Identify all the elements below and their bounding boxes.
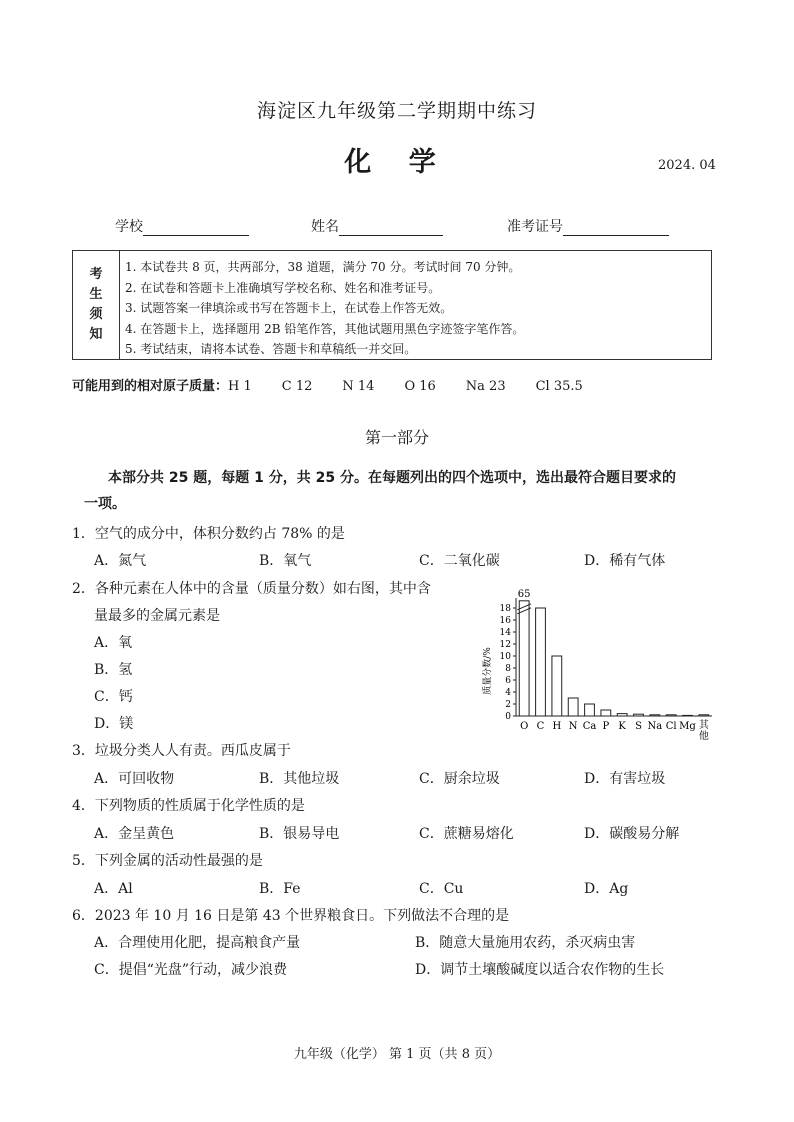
section-intro: 本部分共 25 题，每题 1 分，共 25 分。在每题列出的四个选项中，选出最符合题目要求的 一项。	[84, 470, 676, 512]
exam-title: 海淀区九年级第二学期期中练习	[256, 100, 537, 122]
question-2-stem: 2．各种元素在人体中的含量（质量分数）如右图，其中含	[72, 581, 431, 597]
chart-bar	[601, 710, 611, 716]
question-6-stem: 6．2023 年 10 月 16 日是第 43 个世界粮食日。下列做法不合理的是	[72, 908, 510, 924]
school-blank	[143, 221, 249, 236]
chart-x-tick-label: C	[536, 721, 545, 732]
chart-x-tick-label: Mg	[679, 721, 696, 732]
q1-option-a: A．氮气	[94, 553, 147, 569]
chart-bar	[536, 608, 546, 716]
q6-option-d: D．调节土壤酸碱度以适合农作物的生长	[415, 962, 665, 978]
q4-option-a: A．金呈黄色	[94, 826, 175, 842]
q1-option-c: C．二氧化碳	[419, 553, 500, 569]
chart-x-tick-label: O	[520, 721, 529, 732]
chart-x-tick-label: 他	[698, 731, 709, 742]
chart-x-tick-label: N	[568, 721, 578, 732]
chart-bar	[699, 715, 709, 716]
question-1-stem: 1．空气的成分中，体积分数约占 78% 的是	[72, 526, 345, 542]
notice-item: 3. 试题答案一律填涂或书写在答题卡上，在试卷上作答无效。	[125, 301, 453, 316]
q5-option-a: A．Al	[94, 881, 133, 897]
chart-x-tick-label: Ca	[582, 721, 597, 732]
chart-x-tick-label: 其	[698, 720, 709, 731]
q6-option-a: A．合理使用化肥，提高粮食产量	[94, 935, 301, 951]
chart-x-tick-label: S	[635, 721, 642, 732]
q1-option-b: B．氧气	[259, 553, 312, 569]
q3-option-d: D．有害垃圾	[584, 771, 666, 787]
chart-x-tick-label: H	[552, 721, 562, 732]
notice-item: 5. 考试结束，请将本试卷、答题卡和草稿纸一并交回。	[125, 342, 417, 357]
name-blank	[339, 221, 443, 236]
chart-y-tick-label: 18	[499, 604, 511, 614]
chart-bar	[585, 704, 595, 716]
chart-bar	[519, 601, 529, 716]
q2-option-d: D．镁	[94, 716, 134, 732]
q6-option-b: B．随意大量施用农药，杀灭病虫害	[415, 935, 636, 951]
name-field	[311, 216, 443, 236]
exam-id-label: 准考证号	[507, 219, 563, 235]
chart-bar	[683, 715, 693, 716]
page-footer: 九年级（化学） 第 1 页（共 8 页）	[293, 1047, 501, 1062]
school-field	[115, 216, 249, 236]
chart-x-tick-label: K	[618, 721, 626, 732]
q5-option-c: C．Cu	[419, 881, 464, 897]
chart-bar	[568, 698, 578, 716]
school-label: 学校	[115, 219, 143, 235]
subject-title: 化 学	[344, 147, 450, 178]
exam-id-field	[507, 216, 669, 236]
q2-option-b: B．氢	[94, 662, 133, 678]
chart-y-tick-label: 16	[499, 616, 511, 626]
element-content-chart	[476, 576, 720, 748]
section-title: 第一部分	[364, 428, 429, 447]
chart-y-tick-label: 8	[505, 664, 511, 674]
chart-bar	[617, 714, 627, 716]
chart-y-tick-label: 0	[505, 712, 511, 722]
chart-y-tick-label: 14	[499, 628, 511, 638]
chart-x-tick-label: Cl	[665, 721, 677, 732]
atomic-masses: 可能用到的相对原子质量：H 1 C 12 N 14 O 16 Na 23 Cl 35.5	[72, 379, 583, 394]
q4-option-b: B．银易导电	[259, 826, 340, 842]
chart-y-tick-label: 10	[499, 652, 511, 662]
atomic-masses-label: 可能用到的相对原子质量：	[72, 379, 229, 394]
q1-option-d: D．稀有气体	[584, 553, 666, 569]
chart-bar	[650, 715, 660, 716]
q3-option-c: C．厨余垃圾	[419, 771, 500, 787]
chart-bar	[634, 714, 644, 716]
chart-bar	[666, 715, 676, 716]
chart-y-tick-label: 2	[505, 700, 511, 710]
q6-option-c: C．提倡“光盘”行动，减少浪费	[94, 962, 288, 978]
q4-option-c: C．蔗糖易熔化	[419, 826, 514, 842]
notice-item: 1. 本试卷共 8 页，共两部分，38 道题，满分 70 分。考试时间 70 分钟。	[125, 260, 521, 274]
chart-ylabel: 质量分数/%	[483, 647, 493, 695]
exam-notice-box	[72, 250, 712, 360]
q2-option-c: C．钙	[94, 689, 133, 705]
exam-id-blank	[563, 221, 669, 236]
question-4-stem: 4．下列物质的性质属于化学性质的是	[72, 798, 305, 814]
q3-option-b: B．其他垃圾	[259, 771, 340, 787]
question-3-stem: 3．垃圾分类人人有责。西瓜皮属于	[72, 743, 291, 759]
chart-break-value-label: 65	[517, 588, 531, 600]
q5-option-b: B．Fe	[259, 881, 301, 897]
chart-x-tick-label: Na	[647, 721, 663, 732]
notice-item: 4. 在答题卡上，选择题用 2B 铅笔作答，其他试题用黑色字迹签字笔作答。	[125, 321, 525, 336]
question-5-stem: 5．下列金属的活动性最强的是	[72, 853, 263, 869]
notice-heading: 考 生 须 知	[73, 251, 120, 359]
q2-option-a: A．氧	[94, 635, 133, 651]
notice-item: 2. 在试卷和答题卡上准确填写学校名称、姓名和准考证号。	[125, 280, 441, 295]
chart-x-tick-label: P	[602, 721, 610, 732]
exam-date: 2024. 04	[658, 158, 716, 173]
q3-option-a: A．可回收物	[94, 771, 175, 787]
notice-list	[125, 257, 524, 360]
chart-y-tick-label: 6	[505, 676, 511, 686]
name-label: 姓名	[311, 219, 339, 235]
q4-option-d: D．碳酸易分解	[584, 826, 680, 842]
chart-y-tick-label: 12	[499, 640, 511, 650]
chart-bar	[552, 656, 562, 716]
question-2-stem-cont: 量最多的金属元素是	[94, 608, 220, 624]
q5-option-d: D．Ag	[584, 881, 629, 897]
chart-y-tick-label: 4	[505, 688, 511, 698]
